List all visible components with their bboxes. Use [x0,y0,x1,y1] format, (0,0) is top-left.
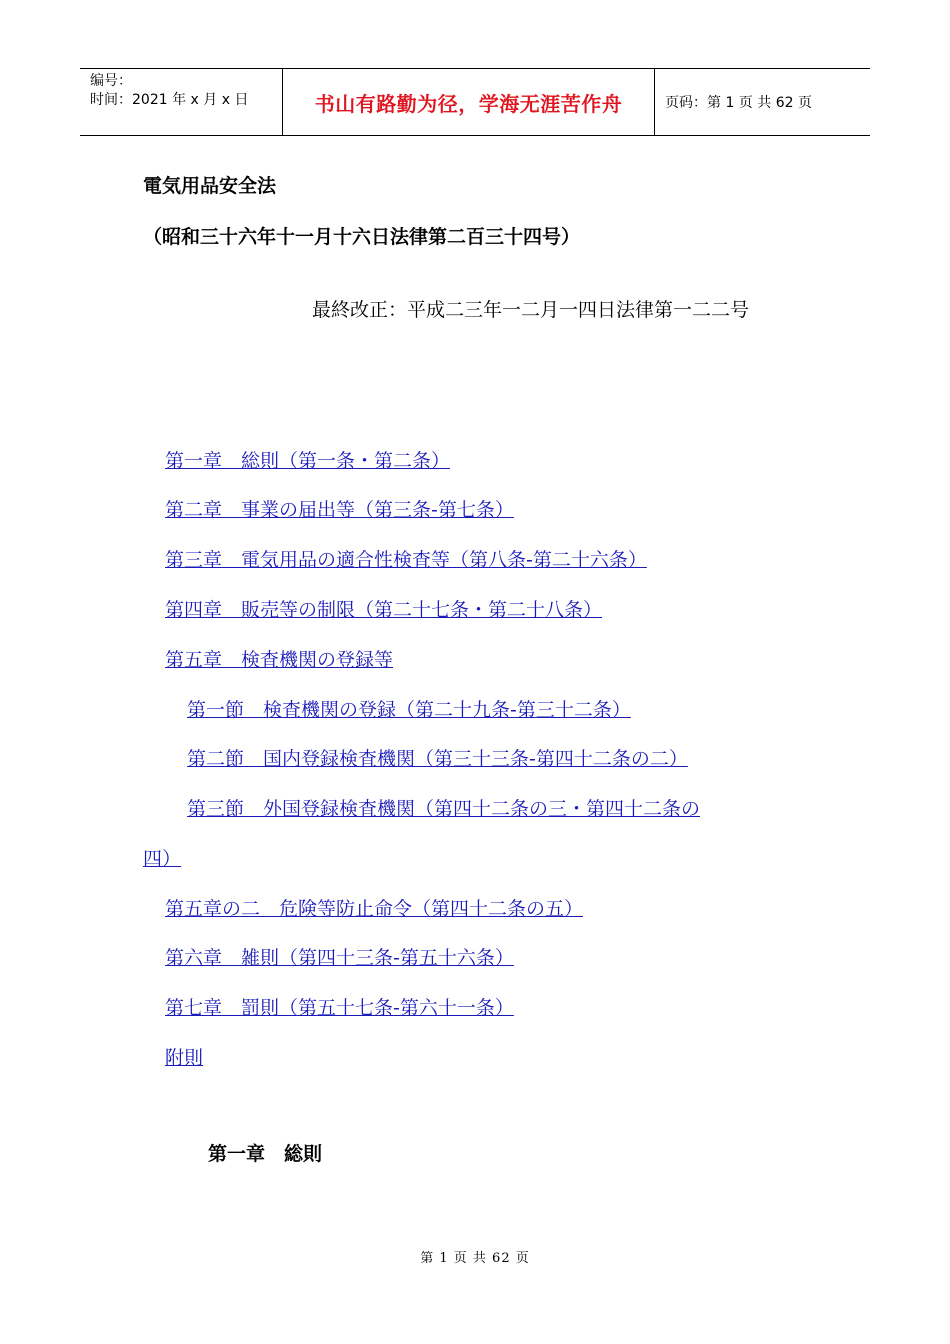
toc-link-chapter-1[interactable]: 第一章 総則（第一条・第二条） [165,450,451,472]
header-page-info: 页码：第 1 页 共 62 页 [665,95,812,111]
toc-link-chapter-2[interactable]: 第二章 事業の届出等（第三条‐第七条） [165,499,514,521]
header-number-label: 编号： [90,73,132,89]
toc-link-chapter-4[interactable]: 第四章 販売等の制限（第二十七条・第二十八条） [165,599,603,621]
footer-page-number: 第 1 页 共 62 页 [420,1251,530,1266]
toc-link-section-3-continued[interactable]: 四） [143,848,182,870]
page-header [80,68,870,136]
last-amended-note: 最終改正：平成二三年一二月一四日法律第一二二号 [312,299,750,321]
header-meta [80,69,282,135]
header-motto-cell [282,69,655,135]
header-time-label: 时间：2021 年 x 月 x 日 [90,92,249,108]
toc-link-supplementary[interactable]: 附則 [165,1047,204,1069]
toc-link-section-3[interactable]: 第三節 外国登録検査機関（第四十二条の三・第四十二条の [187,798,701,820]
toc-link-section-1[interactable]: 第一節 検査機関の登録（第二十九条‐第三十二条） [187,699,631,721]
document-title: 電気用品安全法 [143,175,277,197]
header-page-cell [655,69,870,135]
toc-link-chapter-3[interactable]: 第三章 電気用品の適合性検査等（第八条‐第二十六条） [165,549,647,571]
header-motto: 书山有路勤为径，学海无涯苦作舟 [314,91,623,116]
page-footer [0,1247,950,1266]
document-subtitle: （昭和三十六年十一月十六日法律第二百三十四号） [143,226,581,248]
toc-link-chapter-5-2[interactable]: 第五章の二 危険等防止命令（第四十二条の五） [165,898,584,920]
chapter-heading: 第一章 総則 [208,1143,323,1165]
toc-link-section-2[interactable]: 第二節 国内登録検査機関（第三十三条‐第四十二条の二） [187,748,688,770]
toc-link-chapter-7[interactable]: 第七章 罰則（第五十七条‐第六十一条） [165,997,514,1019]
toc-link-chapter-6[interactable]: 第六章 雑則（第四十三条‐第五十六条） [165,947,514,969]
toc-link-chapter-5[interactable]: 第五章 検査機関の登録等 [165,649,394,671]
